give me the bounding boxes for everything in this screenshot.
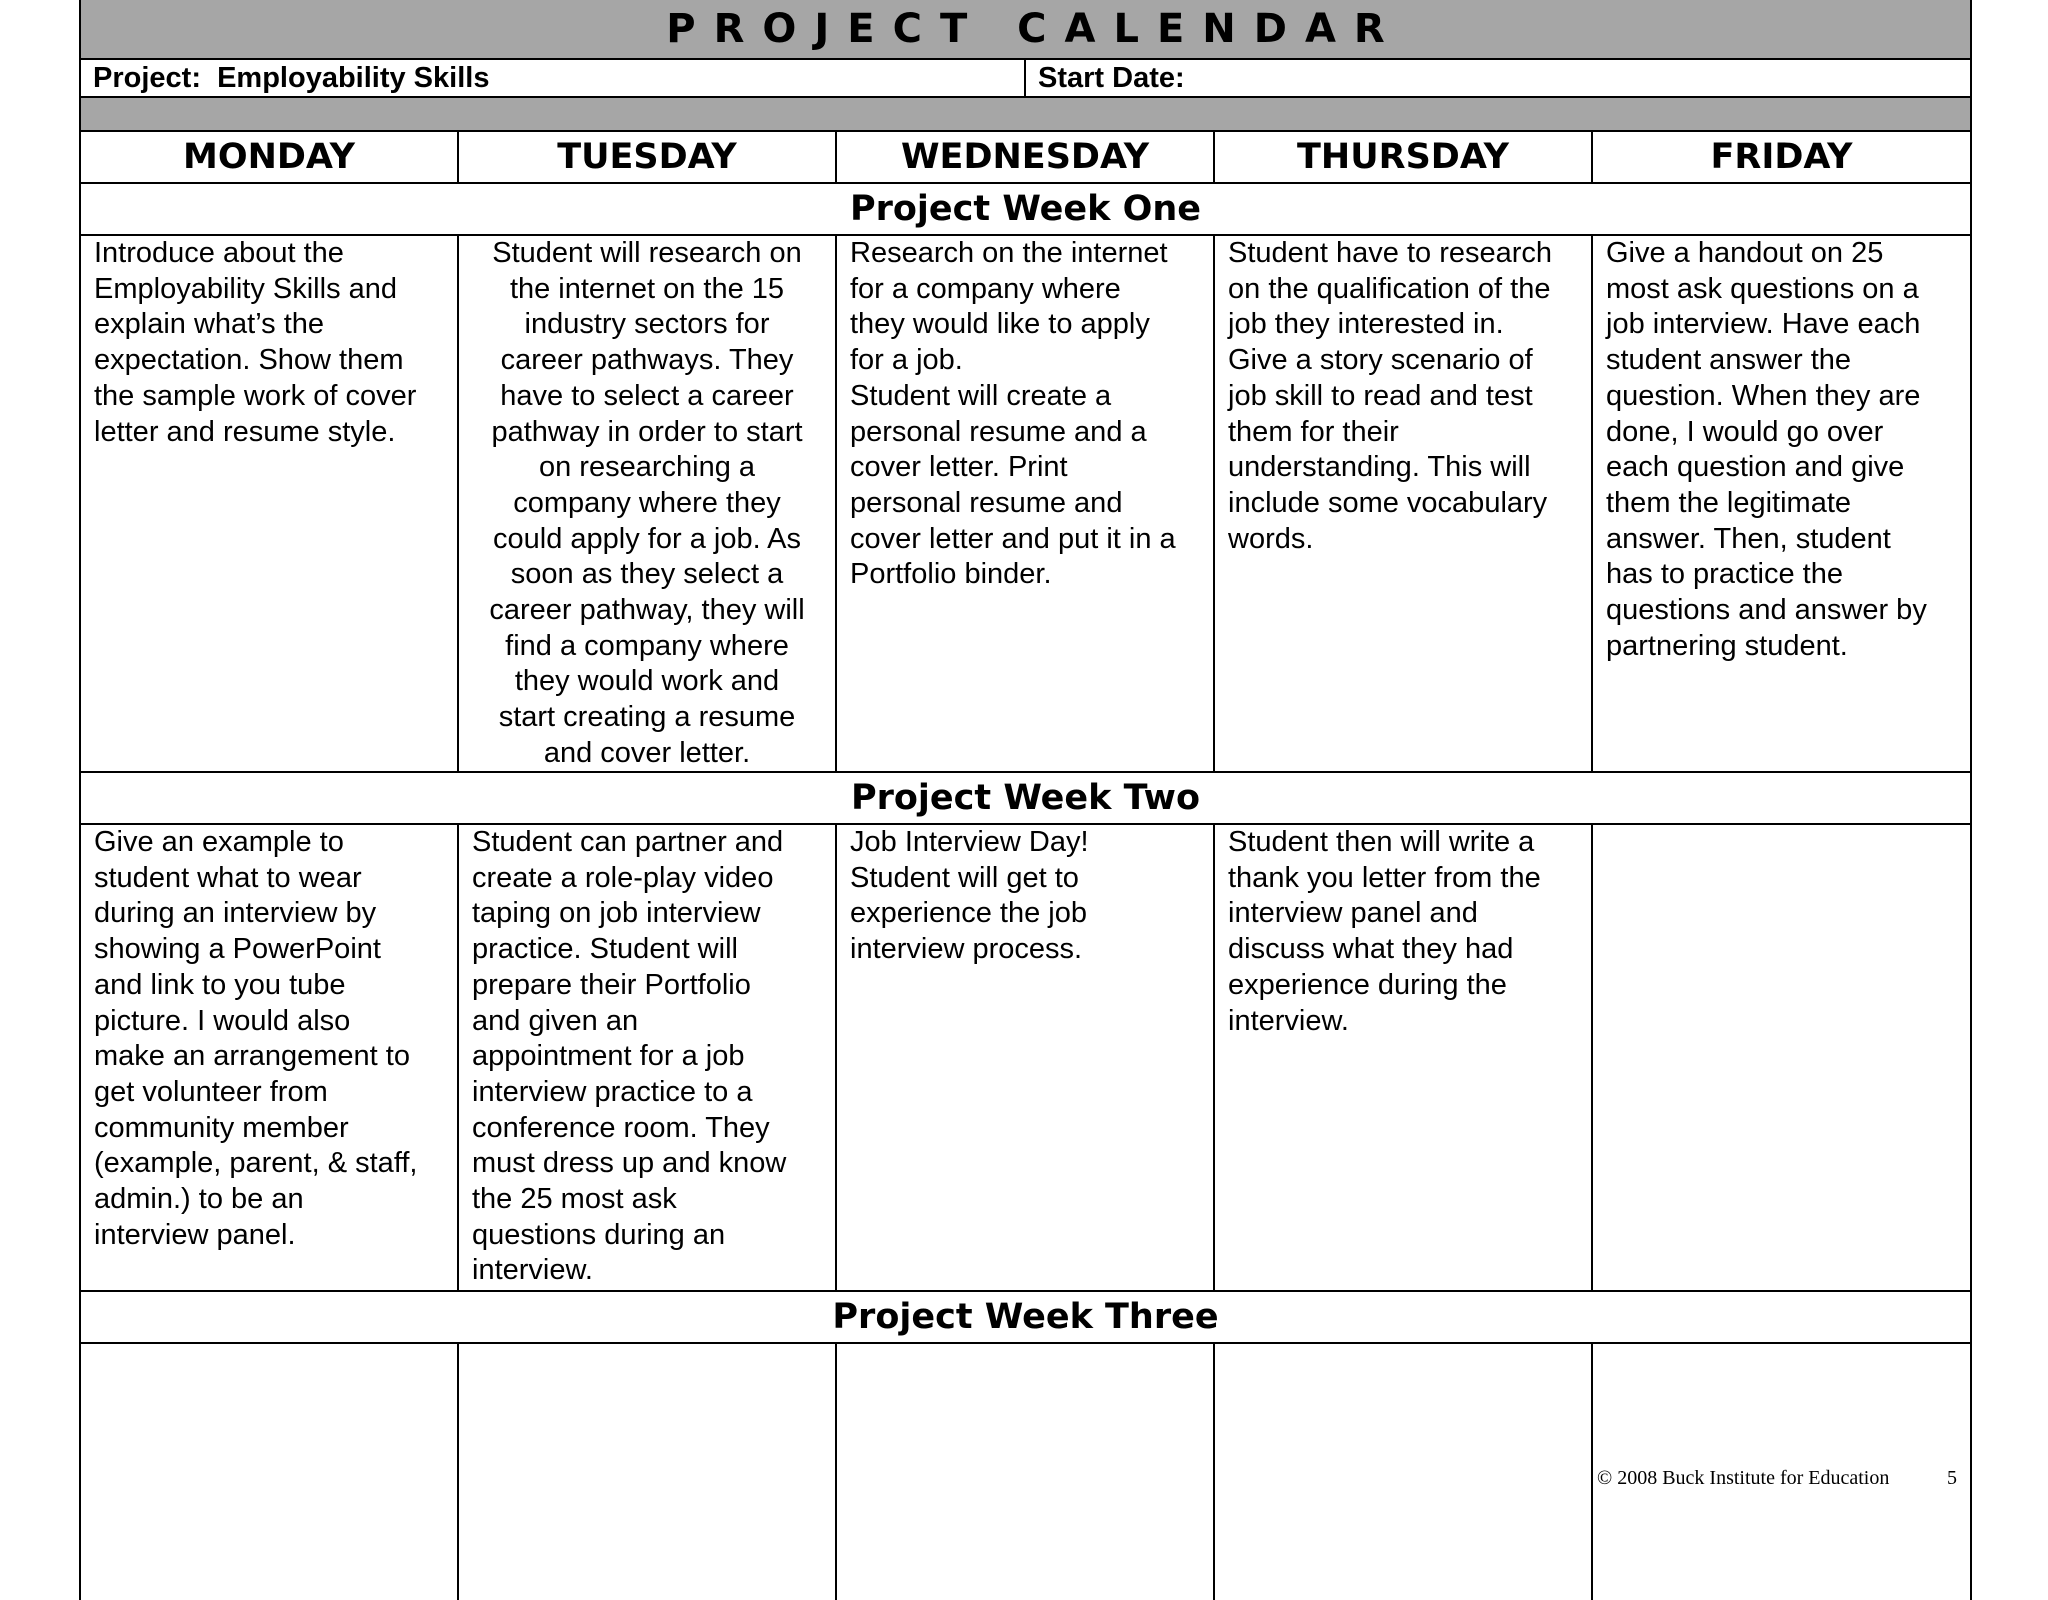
week-one-row xyxy=(81,236,1970,773)
cell-text-line: interview. xyxy=(1228,1004,1349,1037)
cell-text-line: experience the job xyxy=(850,897,1087,930)
cell-text-line: interview process. xyxy=(850,933,1083,966)
cell-text-line: expectation. Show them xyxy=(94,344,404,377)
week-one-wednesday-cell xyxy=(837,236,1215,771)
cell-text-line: most ask questions on a xyxy=(1606,272,1919,305)
cell-text-line: soon as they select a xyxy=(510,558,784,591)
week-three-wednesday-cell xyxy=(837,1344,1215,1600)
cell-text-line: get volunteer from xyxy=(94,1075,328,1108)
page-number: 5 xyxy=(1947,1467,1957,1489)
cell-text-line: create a role-play video xyxy=(472,861,774,894)
day-header-monday: MONDAY xyxy=(81,132,459,182)
page-title: PROJECT CALENDAR xyxy=(666,6,1403,52)
cell-text-line: admin.) to be an xyxy=(94,1183,304,1216)
week-two-tuesday-cell xyxy=(459,825,837,1290)
project-name-label: Project: Employability Skills xyxy=(93,61,490,94)
cell-text-line: interview. xyxy=(472,1254,593,1287)
cell-text-line: Student will get to xyxy=(850,861,1079,894)
cell-text-line: Give a story scenario of xyxy=(1228,344,1533,377)
day-header-tuesday: TUESDAY xyxy=(459,132,837,182)
cell-text-line: partnering student. xyxy=(1606,629,1848,662)
cell-text-line: the sample work of cover xyxy=(94,379,417,412)
cell-text-line: Job Interview Day! xyxy=(850,826,1089,858)
cell-text-line: Student will create a xyxy=(850,379,1112,412)
cell-text-line: for a job. xyxy=(850,344,963,377)
cell-text-line: interview panel. xyxy=(94,1218,296,1251)
week-two-wednesday-cell xyxy=(837,825,1215,1290)
cell-text-line: during an interview by xyxy=(94,897,377,930)
week-three-tuesday-cell xyxy=(459,1344,837,1600)
cell-text-line: Student will research on xyxy=(492,237,802,269)
cell-text-line: could apply for a job. As xyxy=(493,522,801,555)
cell-text-line: experience during the xyxy=(1228,968,1507,1001)
week-two-row xyxy=(81,825,1970,1292)
cell-text-line: on the qualification of the xyxy=(1228,272,1551,305)
cell-text-line: each question and give xyxy=(1606,451,1905,484)
cell-text-line: taping on job interview xyxy=(472,897,761,930)
cell-text-line: has to practice the xyxy=(1606,558,1843,591)
cell-text-line: cover letter. Print xyxy=(850,451,1068,484)
cell-text-line: student what to wear xyxy=(94,861,362,894)
cell-text-line: company where they xyxy=(513,486,781,519)
cell-text-line: the internet on the 15 xyxy=(509,272,785,305)
cell-text-line: Employability Skills and xyxy=(94,272,398,305)
cell-text-line: for a company where xyxy=(850,272,1121,305)
divider-strip xyxy=(81,98,1970,132)
week-three-monday-cell xyxy=(81,1344,459,1600)
cell-text-line: conference room. They xyxy=(472,1111,770,1144)
cell-text-line: career pathway, they will xyxy=(489,594,805,627)
cell-text-line: personal resume and xyxy=(850,486,1123,519)
cell-text-line: industry sectors for xyxy=(524,308,770,341)
cell-text-line: Introduce about the xyxy=(94,237,344,269)
cell-text-line: Give a handout on 25 xyxy=(1606,237,1884,269)
week-one-heading: Project Week One xyxy=(81,184,1970,236)
project-name-cell xyxy=(81,60,1026,96)
cell-text-line: answer. Then, student xyxy=(1606,522,1891,555)
cell-text-line: picture. I would also xyxy=(94,1004,351,1037)
cell-text-line: community member xyxy=(94,1111,349,1144)
cell-text-line: understanding. This will xyxy=(1228,451,1531,484)
cell-text-line: them the legitimate xyxy=(1606,486,1852,519)
cell-text-line: thank you letter from the xyxy=(1228,861,1541,894)
cell-text-line: and link to you tube xyxy=(94,968,346,1001)
cell-text-line: (example, parent, & staff, xyxy=(94,1147,418,1180)
week-three-heading: Project Week Three xyxy=(81,1292,1970,1344)
cell-text-line: letter and resume style. xyxy=(94,415,396,448)
week-one-thursday-cell xyxy=(1215,236,1593,771)
cell-text-line: interview practice to a xyxy=(472,1075,753,1108)
day-header-thursday: THURSDAY xyxy=(1215,132,1593,182)
start-date-cell xyxy=(1026,60,1970,96)
cell-text-line: showing a PowerPoint xyxy=(94,933,381,966)
cell-text-line: interview panel and xyxy=(1228,897,1478,930)
weekday-header-row xyxy=(81,132,1970,184)
cell-text-line: must dress up and know xyxy=(472,1147,787,1180)
week-one-friday-cell xyxy=(1593,236,1970,771)
cell-text-line: Student can partner and xyxy=(472,826,784,858)
week-one-monday-cell xyxy=(81,236,459,771)
cell-text-line: words. xyxy=(1228,522,1314,555)
cell-text-line: discuss what they had xyxy=(1228,933,1514,966)
cell-text-line: done, I would go over xyxy=(1606,415,1884,448)
cell-text-line: student answer the xyxy=(1606,344,1852,377)
cell-text-line: them for their xyxy=(1228,415,1399,448)
cell-text-line: questions during an xyxy=(472,1218,726,1251)
week-two-friday-cell xyxy=(1593,825,1970,1290)
cell-text-line: Student have to research xyxy=(1228,237,1553,269)
cell-text-line: practice. Student will xyxy=(472,933,738,966)
cell-text-line: the 25 most ask xyxy=(472,1183,677,1216)
cell-text-line: on researching a xyxy=(538,451,756,484)
cell-text-line: appointment for a job xyxy=(472,1040,745,1073)
cell-text-line: Portfolio binder. xyxy=(850,558,1052,591)
cell-text-line: Give an example to xyxy=(94,826,344,858)
cell-text-line: find a company where xyxy=(505,629,789,662)
cell-text-line: Research on the internet xyxy=(850,237,1168,269)
cell-text-line: career pathways. They xyxy=(500,344,794,377)
cell-text-line: prepare their Portfolio xyxy=(472,968,751,1001)
cell-text-line: have to select a career xyxy=(500,379,794,412)
title-bar xyxy=(81,0,1970,60)
start-date-label: Start Date: xyxy=(1038,61,1185,94)
day-header-wednesday: WEDNESDAY xyxy=(837,132,1215,182)
cell-text-line: Student then will write a xyxy=(1228,826,1535,858)
cell-text-line: they would like to apply xyxy=(850,308,1150,341)
cell-text-line: pathway in order to start xyxy=(491,415,803,448)
cell-text-line: and cover letter. xyxy=(543,736,751,769)
cell-text-line: they would work and xyxy=(514,665,780,698)
project-info-row xyxy=(81,60,1970,98)
day-header-friday: FRIDAY xyxy=(1710,137,1853,177)
cell-text-line: job interview. Have each xyxy=(1606,308,1921,341)
cell-text-line: job skill to read and test xyxy=(1228,379,1533,412)
cell-text-line: and given an xyxy=(472,1004,639,1037)
cell-text-line: question. When they are xyxy=(1606,379,1921,412)
cell-text-line: explain what’s the xyxy=(94,308,325,341)
cell-text-line: cover letter and put it in a xyxy=(850,522,1176,555)
cell-text-line: start creating a resume xyxy=(498,701,796,734)
week-two-heading: Project Week Two xyxy=(81,773,1970,825)
copyright-notice: © 2008 Buck Institute for Education xyxy=(1597,1467,1890,1489)
week-three-thursday-cell xyxy=(1215,1344,1593,1600)
week-two-monday-cell xyxy=(81,825,459,1290)
cell-text-line: personal resume and a xyxy=(850,415,1147,448)
cell-text-line: include some vocabulary xyxy=(1228,486,1548,519)
week-two-thursday-cell xyxy=(1215,825,1593,1290)
cell-text-line: questions and answer by xyxy=(1606,594,1927,627)
project-calendar-sheet xyxy=(79,0,1972,1600)
cell-text-line: make an arrangement to xyxy=(94,1040,410,1073)
week-one-tuesday-cell xyxy=(459,236,837,771)
cell-text-line: job they interested in. xyxy=(1228,308,1504,341)
